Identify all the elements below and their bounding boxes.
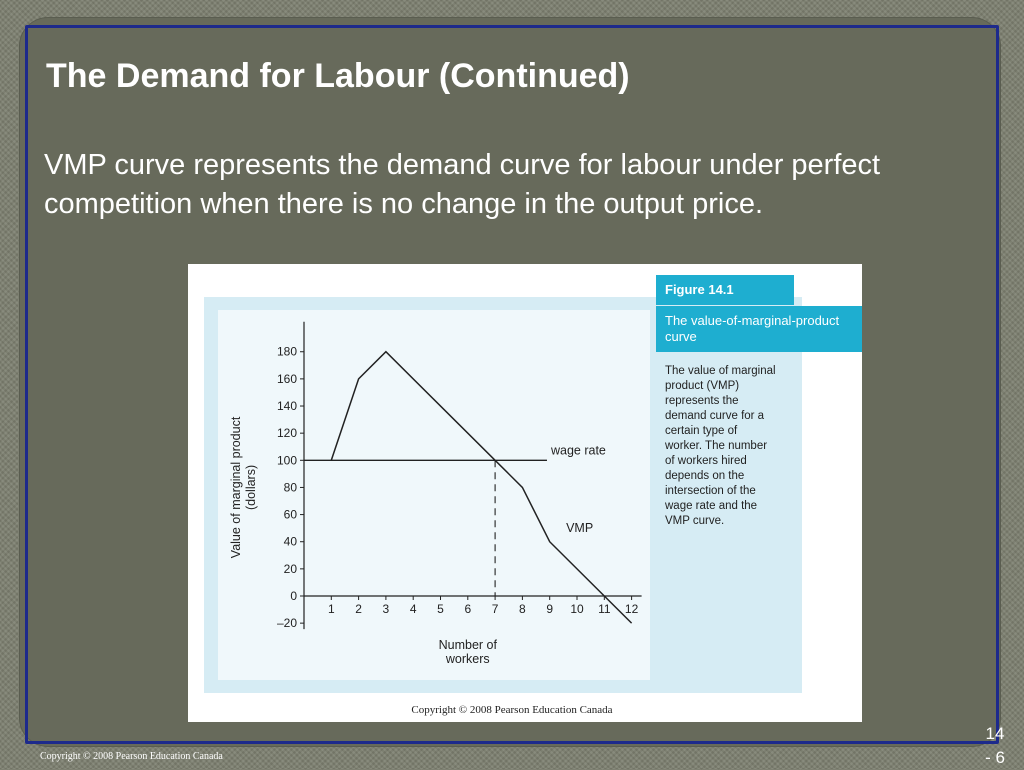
x-tick-label: 2 <box>355 602 362 616</box>
x-tick-label: 9 <box>546 602 553 616</box>
x-tick-label: 3 <box>383 602 390 616</box>
x-tick-label: 11 <box>598 602 611 616</box>
y-axis-label-line: Value of marginal product <box>229 416 243 558</box>
x-axis-label-line: workers <box>445 652 490 666</box>
caption-line: of workers hired <box>665 455 747 467</box>
y-tick-label: 0 <box>290 589 297 603</box>
caption-line: depends on the <box>665 470 744 482</box>
y-tick-label: 120 <box>277 426 297 440</box>
caption-line: VMP curve. <box>665 515 724 527</box>
caption-line: intersection of the <box>665 485 756 497</box>
y-tick-label: –20 <box>277 616 297 630</box>
x-tick-label: 10 <box>570 602 584 616</box>
slide-number-line2: - 6 <box>980 746 1010 770</box>
x-axis-label-line: Number of <box>439 638 498 652</box>
x-tick-label: 5 <box>437 602 444 616</box>
figure-svg <box>188 264 862 722</box>
x-tick-label: 7 <box>492 602 499 616</box>
slide-title: The Demand for Labour (Continued) <box>46 56 630 96</box>
x-axis-label <box>439 638 498 666</box>
figure-image <box>188 264 862 722</box>
caption-line: wage rate and the <box>664 500 757 512</box>
caption-title: The value-of-marginal-product curve <box>665 313 843 344</box>
caption-line: represents the <box>665 395 739 407</box>
slide-number-line1: 14 <box>980 722 1010 746</box>
y-axis-label-line: (dollars) <box>244 465 258 510</box>
caption-line: worker. The number <box>664 440 767 452</box>
y-tick-label: 60 <box>284 508 298 522</box>
figure-copyright: Copyright © 2008 Pearson Education Canada <box>411 704 612 716</box>
y-tick-label: 20 <box>284 562 298 576</box>
x-tick-label: 4 <box>410 602 417 616</box>
y-tick-label: 100 <box>277 453 297 467</box>
x-tick-label: 12 <box>625 602 639 616</box>
y-tick-label: 80 <box>284 480 298 494</box>
y-tick-label: 40 <box>284 535 298 549</box>
caption-line: demand curve for a <box>665 410 765 422</box>
caption-line: The value of marginal <box>665 365 776 377</box>
y-tick-label: 180 <box>277 345 297 359</box>
figure-number-label: Figure 14.1 <box>665 282 734 297</box>
y-tick-label: 160 <box>277 372 297 386</box>
x-tick-label: 8 <box>519 602 526 616</box>
y-tick-label: 140 <box>277 399 297 413</box>
footer-copyright: Copyright © 2008 Pearson Education Canada <box>40 751 223 762</box>
wage-rate-label: wage rate <box>550 443 606 457</box>
vmp-curve-label: VMP <box>566 521 593 535</box>
x-tick-label: 6 <box>464 602 471 616</box>
caption-line: product (VMP) <box>665 380 739 392</box>
slide-body-text: VMP curve represents the demand curve for labour under perfect competition when there is no change in the output price. <box>44 146 944 224</box>
caption-line: certain type of <box>665 425 738 437</box>
x-tick-label: 1 <box>328 602 335 616</box>
slide-number <box>980 722 1010 770</box>
